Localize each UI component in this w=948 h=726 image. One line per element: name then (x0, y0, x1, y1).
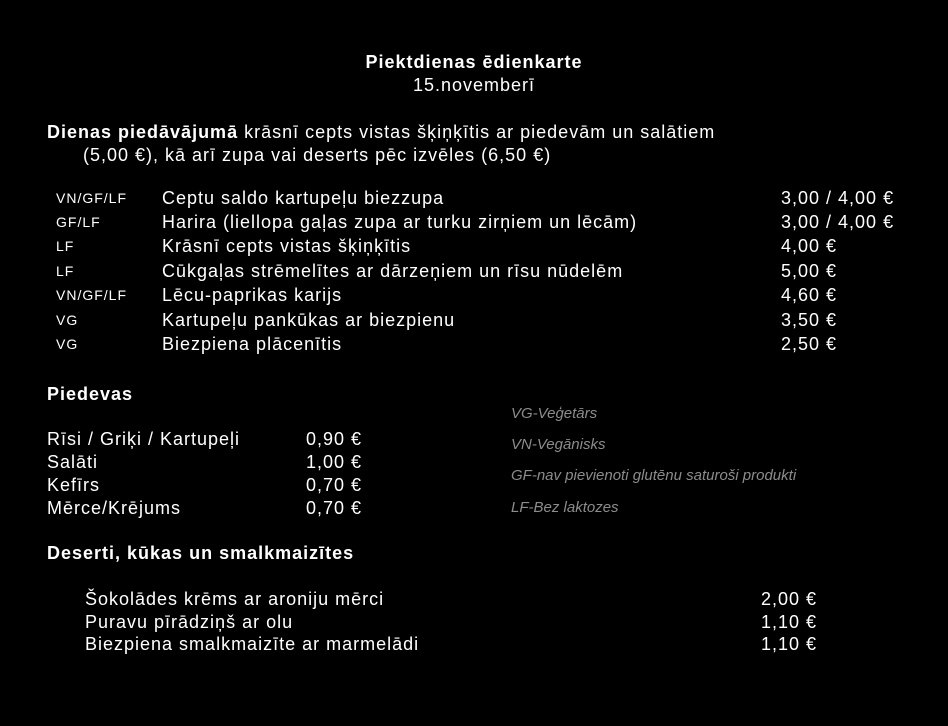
desserts-title: Deserti, kūkas un smalkmaizītes (47, 543, 355, 563)
menu-item-tag: LF (56, 263, 75, 279)
menu-date: 15.novemberī (412, 75, 536, 95)
side-item-price: 1,00 € (306, 452, 363, 472)
daily-offer-line-1 (47, 121, 715, 143)
dessert-item-price: 2,00 € (761, 589, 818, 609)
legend-item: VN-Vegānisks (511, 436, 606, 453)
menu-item-price: 3,00 / 4,00 € (781, 188, 895, 208)
dessert-item-price: 1,10 € (761, 634, 818, 654)
side-item-price: 0,70 € (306, 475, 363, 495)
menu-item-name: Cūkgaļas strēmelītes ar dārzeņiem un rīsu nūdelēm (162, 261, 624, 281)
menu-item-price: 5,00 € (781, 261, 838, 281)
side-item-price: 0,70 € (306, 498, 363, 518)
menu-item-tag: GF/LF (56, 214, 101, 230)
menu-item-price: 2,50 € (781, 334, 838, 354)
menu-item-name: Lēcu-paprikas karijs (162, 285, 343, 305)
menu-item-price: 3,00 / 4,00 € (781, 212, 895, 232)
daily-offer-label: Dienas piedāvājumā (47, 122, 239, 142)
daily-offer-line-2: (5,00 €), kā arī zupa vai deserts pēc izvēles (6,50 €) (83, 145, 552, 165)
menu-item-name: Krāsnī cepts vistas šķiņķītis (162, 236, 412, 256)
menu-item-price: 3,50 € (781, 310, 838, 330)
dessert-item-price: 1,10 € (761, 612, 818, 632)
menu-item-name: Kartupeļu pankūkas ar biezpienu (162, 310, 456, 330)
menu-item-name: Harira (liellopa gaļas zupa ar turku zirņiem un lēcām) (162, 212, 638, 232)
side-item-price: 0,90 € (306, 429, 363, 449)
legend-item: GF-nav pievienoti glutēnu saturoši produkti (511, 467, 797, 484)
menu-item-price: 4,00 € (781, 236, 838, 256)
side-item-name: Salāti (47, 452, 99, 472)
menu-item-name: Ceptu saldo kartupeļu biezzupa (162, 188, 445, 208)
legend-item: VG-Veģetārs (511, 405, 598, 422)
side-item-name: Kefīrs (47, 475, 101, 495)
menu-title: Piektdienas ēdienkarte (365, 52, 583, 72)
dessert-item-name: Biezpiena smalkmaizīte ar marmelādi (85, 634, 420, 654)
sides-title: Piedevas (47, 384, 134, 404)
legend-item: LF-Bez laktozes (511, 499, 619, 516)
menu-item-price: 4,60 € (781, 285, 838, 305)
side-item-name: Mērce/Krējums (47, 498, 182, 518)
daily-offer-text: krāsnī cepts vistas šķiņķītis ar piedevām un salātiem (238, 122, 716, 142)
menu-item-tag: VG (56, 336, 79, 352)
menu-item-tag: LF (56, 238, 75, 254)
dessert-item-name: Puravu pīrādziņš ar olu (85, 612, 294, 632)
side-item-name: Rīsi / Griķi / Kartupeļi (47, 429, 241, 449)
menu-item-name: Biezpiena plācenītis (162, 334, 343, 354)
menu-item-tag: VG (56, 312, 79, 328)
menu-item-tag: VN/GF/LF (56, 190, 128, 206)
dessert-item-name: Šokolādes krēms ar aroniju mērci (85, 589, 385, 609)
menu-item-tag: VN/GF/LF (56, 287, 128, 303)
